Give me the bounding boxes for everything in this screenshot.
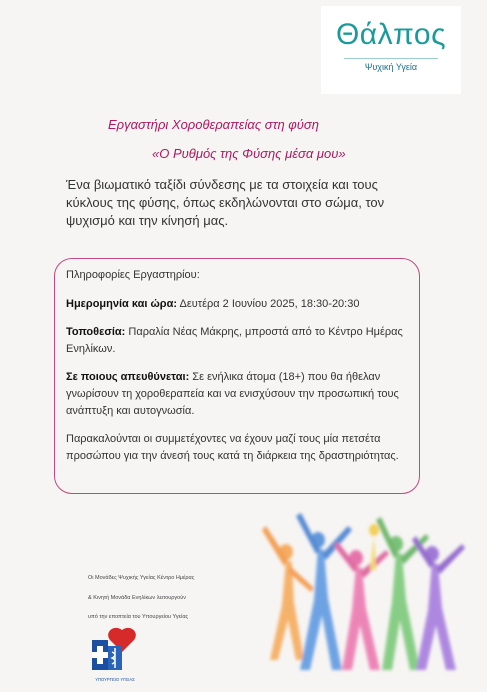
footer-line-2: & Κινητή Μονάδα Ενηλίκων λειτουργούν bbox=[88, 595, 186, 601]
date-value: Δευτέρα 2 Ιουνίου 2025, bbox=[177, 298, 301, 310]
intro-paragraph: Ένα βιωματικό ταξίδι σύνδεσης με τα στοιχεία και τους κύκλους της φύσης, όπως εκδηλώνονται στο σώμα, τον ψυχισμό και την κίνησή μας. bbox=[66, 177, 385, 228]
audience-label: Σε ποιους απευθύνεται: bbox=[66, 371, 190, 383]
workshop-title: Εργαστήρι Χοροθεραπείας στη φύση bbox=[108, 117, 319, 132]
location-value: Παραλία Νέας Μάκρης, μπροστά από το Κέντρο Ημέρας Ενηλίκων. bbox=[66, 326, 403, 355]
info-heading: Πληροφορίες Εργαστηρίου: bbox=[66, 269, 200, 281]
footer-line-3: υπό την εποπτεία του Υπουργείου Υγείας bbox=[88, 614, 189, 620]
thalpos-logo bbox=[321, 6, 461, 94]
logo-wordmark: Θάλπος bbox=[335, 18, 447, 51]
location-label: Τοποθεσία: bbox=[66, 326, 126, 338]
date-time-paragraph bbox=[66, 296, 411, 313]
footer-line-1: Οι Μονάδες Ψυχικής Υγείας Κέντρο Ημέρας bbox=[88, 575, 195, 581]
audience-value: Σε ενήλικα άτομα (18+) που θα ήθελαν γνωρίσουν τη χοροθεραπεία και να ενισχύσουν την προσωπική τους ανάπτυξη και αυτογνωσία. bbox=[66, 371, 399, 417]
time-value: 18:30-20:30 bbox=[300, 298, 360, 310]
logo-divider bbox=[344, 58, 438, 59]
ministry-caption: ΥΠΟΥΡΓΕΙΟ ΥΓΕΙΑΣ bbox=[95, 677, 135, 682]
audience-paragraph bbox=[66, 369, 411, 420]
logo-subtitle: Ψυχική Υγεία bbox=[364, 62, 418, 72]
dancers-watercolor-illustration bbox=[256, 510, 471, 680]
towel-note: Παρακαλούνται οι συμμετέχοντες να έχουν μαζί τους μία πετσέτα προσώπου για την άνεσή τους κατά τη διάρκεια της δραστηριότητας. bbox=[66, 433, 399, 462]
ministry-of-health-logo bbox=[88, 626, 142, 684]
date-label: Ημερομηνία και ώρα: bbox=[66, 298, 178, 310]
workshop-subtitle: «Ο Ρυθμός της Φύσης μέσα μου» bbox=[152, 146, 346, 161]
location-paragraph bbox=[66, 324, 411, 358]
